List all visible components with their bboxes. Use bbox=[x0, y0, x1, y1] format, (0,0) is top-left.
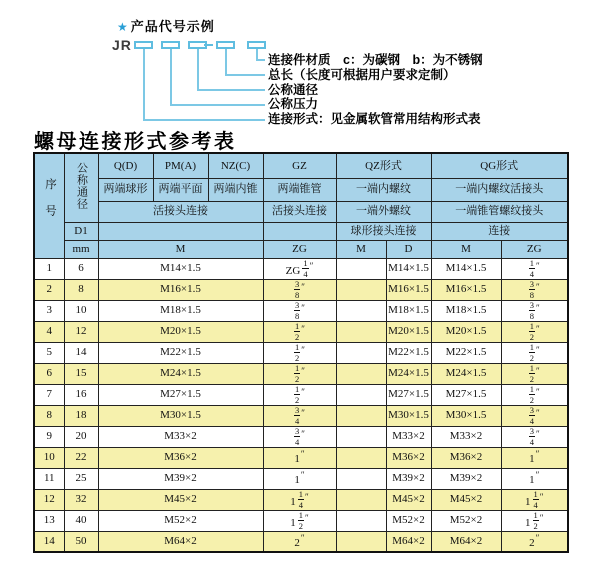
star-icon: ★ bbox=[117, 20, 129, 34]
cell-qz-d: M30×1.5 bbox=[386, 405, 431, 426]
header-row bbox=[34, 240, 568, 258]
header-unit-qg-m: M bbox=[431, 240, 501, 258]
header-blank bbox=[263, 222, 336, 240]
cell-qg-m: M27×1.5 bbox=[431, 384, 501, 405]
cell-qz-m bbox=[336, 489, 386, 510]
cell-dn: 22 bbox=[64, 447, 98, 468]
cell-qz-d: M20×1.5 bbox=[386, 321, 431, 342]
table-row bbox=[34, 426, 568, 447]
cell-qg-m: M64×2 bbox=[431, 531, 501, 552]
header-mm: mm bbox=[64, 240, 98, 258]
cell-qz-d: M14×1.5 bbox=[386, 258, 431, 279]
cell-dn: 14 bbox=[64, 342, 98, 363]
cell-qg-m: M22×1.5 bbox=[431, 342, 501, 363]
cell-m: M18×1.5 bbox=[98, 300, 263, 321]
cell-qz-d: M24×1.5 bbox=[386, 363, 431, 384]
cell-qg-zg: $\frac{1}{2}$ ″ bbox=[501, 384, 568, 405]
cell-seq: 13 bbox=[34, 510, 64, 531]
header-sub-qz: 一端内螺纹 bbox=[336, 178, 431, 201]
table-row bbox=[34, 468, 568, 489]
cell-qg-zg: $\frac{1}{4}$ ″ bbox=[501, 258, 568, 279]
cell-seq: 11 bbox=[34, 468, 64, 489]
table-row bbox=[34, 300, 568, 321]
cell-qg-m: M52×2 bbox=[431, 510, 501, 531]
leader-line bbox=[225, 74, 265, 76]
cell-qg-zg: 1 $\frac{1}{2}$ ″ bbox=[501, 510, 568, 531]
cell-m: M24×1.5 bbox=[98, 363, 263, 384]
header-row bbox=[34, 178, 568, 201]
cell-qz-m bbox=[336, 342, 386, 363]
code-box bbox=[216, 41, 235, 49]
header-d1: D1 bbox=[64, 222, 98, 240]
header-taper-thread: 一端锥管螺纹接头 bbox=[431, 201, 568, 222]
cell-qg-m: M18×1.5 bbox=[431, 300, 501, 321]
table-row bbox=[34, 489, 568, 510]
header-unit-qz-d: D bbox=[386, 240, 431, 258]
table-row bbox=[34, 510, 568, 531]
cell-qz-d: M22×1.5 bbox=[386, 342, 431, 363]
code-label: 总长（长度可根据用户要求定制） bbox=[268, 68, 456, 82]
table-row bbox=[34, 279, 568, 300]
cell-m: M39×2 bbox=[98, 468, 263, 489]
header-dn: 公称通径 bbox=[64, 153, 98, 222]
cell-qz-m bbox=[336, 531, 386, 552]
cell-qz-d: M16×1.5 bbox=[386, 279, 431, 300]
header-group-pma: PM(A) bbox=[153, 153, 208, 178]
cell-qz-m bbox=[336, 426, 386, 447]
table-row bbox=[34, 321, 568, 342]
code-box bbox=[247, 41, 266, 49]
cell-qg-zg: $\frac{3}{4}$ ″ bbox=[501, 405, 568, 426]
header-unit-zg: ZG bbox=[263, 240, 336, 258]
cell-qg-zg: 1″ bbox=[501, 468, 568, 489]
header-union-joint-gz: 活接头连接 bbox=[263, 201, 336, 222]
cell-gz: ZG $\frac{1}{4}$ ″ bbox=[263, 258, 336, 279]
leader-line bbox=[143, 49, 145, 121]
leader-line bbox=[197, 89, 265, 91]
cell-qz-m bbox=[336, 279, 386, 300]
cell-qz-m bbox=[336, 510, 386, 531]
cell-dn: 18 bbox=[64, 405, 98, 426]
cell-qz-d: M18×1.5 bbox=[386, 300, 431, 321]
cell-seq: 2 bbox=[34, 279, 64, 300]
cell-gz: 1 $\frac{1}{2}$ ″ bbox=[263, 510, 336, 531]
cell-gz: 2″ bbox=[263, 531, 336, 552]
cell-qz-m bbox=[336, 384, 386, 405]
header-sub-qg: 一端内螺纹活接头 bbox=[431, 178, 568, 201]
cell-dn: 25 bbox=[64, 468, 98, 489]
header-unit-qz-m: M bbox=[336, 240, 386, 258]
cell-gz: 1 $\frac{1}{4}$ ″ bbox=[263, 489, 336, 510]
header-sub-nzc: 两端内锥 bbox=[208, 178, 263, 201]
cell-m: M14×1.5 bbox=[98, 258, 263, 279]
table-row bbox=[34, 531, 568, 552]
header-connect: 连接 bbox=[431, 222, 568, 240]
cell-dn: 40 bbox=[64, 510, 98, 531]
cell-m: M22×1.5 bbox=[98, 342, 263, 363]
cell-seq: 10 bbox=[34, 447, 64, 468]
cell-gz: 1″ bbox=[263, 468, 336, 489]
header-row bbox=[34, 153, 568, 178]
table-row bbox=[34, 447, 568, 468]
cell-seq: 12 bbox=[34, 489, 64, 510]
cell-gz: $\frac{3}{4}$ ″ bbox=[263, 405, 336, 426]
header-group-gz: GZ bbox=[263, 153, 336, 178]
cell-qz-d: M39×2 bbox=[386, 468, 431, 489]
cell-qg-m: M36×2 bbox=[431, 447, 501, 468]
leader-line bbox=[256, 59, 265, 61]
cell-m: M16×1.5 bbox=[98, 279, 263, 300]
header-ext-thread: 一端外螺纹 bbox=[336, 201, 431, 222]
cell-qz-d: M64×2 bbox=[386, 531, 431, 552]
cell-qz-m bbox=[336, 363, 386, 384]
cell-gz: $\frac{1}{2}$ ″ bbox=[263, 384, 336, 405]
header-ball-joint: 球形接头连接 bbox=[336, 222, 431, 240]
cell-qg-m: M16×1.5 bbox=[431, 279, 501, 300]
cell-dn: 32 bbox=[64, 489, 98, 510]
reference-table bbox=[33, 152, 569, 553]
cell-dn: 10 bbox=[64, 300, 98, 321]
code-label: 公称压力 bbox=[268, 97, 319, 111]
cell-gz: $\frac{1}{2}$ ″ bbox=[263, 321, 336, 342]
cell-qz-m bbox=[336, 258, 386, 279]
cell-dn: 16 bbox=[64, 384, 98, 405]
code-label: 公称通径 bbox=[268, 83, 319, 97]
cell-m: M20×1.5 bbox=[98, 321, 263, 342]
header-union-joint: 活接头连接 bbox=[98, 201, 263, 222]
header-group-qd: Q(D) bbox=[98, 153, 153, 178]
cell-m: M52×2 bbox=[98, 510, 263, 531]
cell-m: M64×2 bbox=[98, 531, 263, 552]
cell-gz: 1″ bbox=[263, 447, 336, 468]
cell-qg-zg: $\frac{3}{4}$ ″ bbox=[501, 426, 568, 447]
cell-gz: $\frac{3}{8}$ ″ bbox=[263, 279, 336, 300]
cell-gz: $\frac{3}{8}$ ″ bbox=[263, 300, 336, 321]
cell-qz-m bbox=[336, 321, 386, 342]
cell-seq: 5 bbox=[34, 342, 64, 363]
cell-dn: 15 bbox=[64, 363, 98, 384]
cell-qg-m: M24×1.5 bbox=[431, 363, 501, 384]
cell-m: M45×2 bbox=[98, 489, 263, 510]
cell-qg-m: M45×2 bbox=[431, 489, 501, 510]
cell-dn: 12 bbox=[64, 321, 98, 342]
header-group-qz: QZ形式 bbox=[336, 153, 431, 178]
header-sub-qd: 两端球形 bbox=[98, 178, 153, 201]
cell-dn: 20 bbox=[64, 426, 98, 447]
leader-line bbox=[170, 49, 172, 106]
header-seq: 序号 bbox=[34, 153, 64, 258]
header-group-nzc: NZ(C) bbox=[208, 153, 263, 178]
header-sub-pma: 两端平面 bbox=[153, 178, 208, 201]
code-dash bbox=[204, 44, 213, 46]
cell-qz-m bbox=[336, 300, 386, 321]
code-prefix: JR bbox=[112, 37, 132, 53]
cell-seq: 7 bbox=[34, 384, 64, 405]
cell-qz-d: M45×2 bbox=[386, 489, 431, 510]
header-unit-qg-zg: ZG bbox=[501, 240, 568, 258]
cell-qz-m bbox=[336, 447, 386, 468]
cell-qz-d: M52×2 bbox=[386, 510, 431, 531]
cell-qg-zg: $\frac{1}{2}$ ″ bbox=[501, 342, 568, 363]
table-row bbox=[34, 405, 568, 426]
cell-qg-zg: 1 $\frac{1}{4}$ ″ bbox=[501, 489, 568, 510]
cell-seq: 14 bbox=[34, 531, 64, 552]
cell-seq: 4 bbox=[34, 321, 64, 342]
cell-seq: 9 bbox=[34, 426, 64, 447]
leader-line bbox=[225, 49, 227, 76]
cell-qg-zg: 2″ bbox=[501, 531, 568, 552]
cell-qg-zg: $\frac{3}{8}$ ″ bbox=[501, 279, 568, 300]
cell-qg-m: M30×1.5 bbox=[431, 405, 501, 426]
header-group-qg: QG形式 bbox=[431, 153, 568, 178]
cell-qg-zg: $\frac{1}{2}$ ″ bbox=[501, 363, 568, 384]
code-box bbox=[161, 41, 180, 49]
table-title: 螺母连接形式参考表 bbox=[34, 131, 237, 153]
cell-qg-zg: $\frac{3}{8}$ ″ bbox=[501, 300, 568, 321]
cell-qg-zg: $\frac{1}{2}$ ″ bbox=[501, 321, 568, 342]
cell-qz-d: M33×2 bbox=[386, 426, 431, 447]
cell-m: M27×1.5 bbox=[98, 384, 263, 405]
cell-qz-d: M36×2 bbox=[386, 447, 431, 468]
diagram-title-text: 产品代号示例 bbox=[130, 19, 215, 34]
table-row bbox=[34, 363, 568, 384]
header-sub-gz: 两端锥管 bbox=[263, 178, 336, 201]
cell-qg-zg: 1″ bbox=[501, 447, 568, 468]
table-body bbox=[34, 258, 568, 552]
cell-m: M30×1.5 bbox=[98, 405, 263, 426]
cell-qg-m: M33×2 bbox=[431, 426, 501, 447]
cell-qg-m: M14×1.5 bbox=[431, 258, 501, 279]
leader-line bbox=[143, 119, 265, 121]
cell-qz-m bbox=[336, 468, 386, 489]
cell-dn: 8 bbox=[64, 279, 98, 300]
leader-line bbox=[197, 49, 199, 91]
leader-line bbox=[170, 104, 265, 106]
table-row bbox=[34, 258, 568, 279]
cell-m: M33×2 bbox=[98, 426, 263, 447]
product-code-row bbox=[0, 0, 600, 60]
cell-seq: 8 bbox=[34, 405, 64, 426]
header-unit-m: M bbox=[98, 240, 263, 258]
cell-gz: $\frac{1}{2}$ ″ bbox=[263, 363, 336, 384]
table-row bbox=[34, 342, 568, 363]
cell-m: M36×2 bbox=[98, 447, 263, 468]
header-row bbox=[34, 201, 568, 222]
cell-qz-m bbox=[336, 405, 386, 426]
cell-seq: 6 bbox=[34, 363, 64, 384]
cell-dn: 6 bbox=[64, 258, 98, 279]
header-row bbox=[34, 222, 568, 240]
cell-seq: 1 bbox=[34, 258, 64, 279]
cell-gz: $\frac{1}{2}$ ″ bbox=[263, 342, 336, 363]
code-label: 连接形式：见金属软管常用结构形式表 bbox=[268, 112, 481, 126]
cell-qz-d: M27×1.5 bbox=[386, 384, 431, 405]
cell-qg-m: M39×2 bbox=[431, 468, 501, 489]
cell-dn: 50 bbox=[64, 531, 98, 552]
cell-seq: 3 bbox=[34, 300, 64, 321]
cell-gz: $\frac{3}{4}$ ″ bbox=[263, 426, 336, 447]
cell-qg-m: M20×1.5 bbox=[431, 321, 501, 342]
header-blank bbox=[98, 222, 263, 240]
table-row bbox=[34, 384, 568, 405]
code-label: 连接件材质 c：为碳钢 b：为不锈钢 bbox=[268, 53, 483, 67]
code-box bbox=[134, 41, 153, 49]
